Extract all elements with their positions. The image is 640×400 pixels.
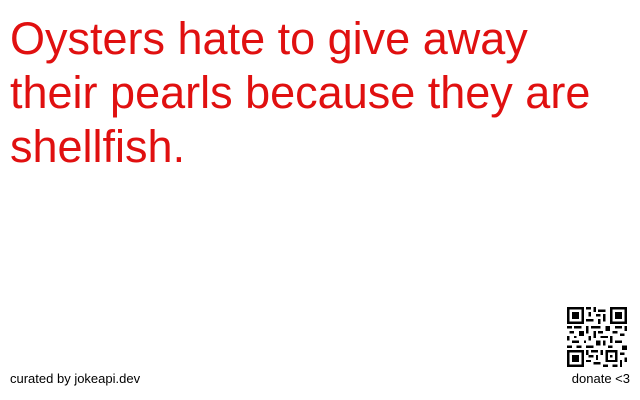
- qr-code-icon[interactable]: [567, 307, 627, 367]
- donate-link[interactable]: donate <3: [571, 371, 630, 386]
- credit-text: curated by jokeapi.dev: [10, 371, 141, 386]
- joke-text: Oysters hate to give away their pearls because they are shellfish.: [10, 13, 591, 172]
